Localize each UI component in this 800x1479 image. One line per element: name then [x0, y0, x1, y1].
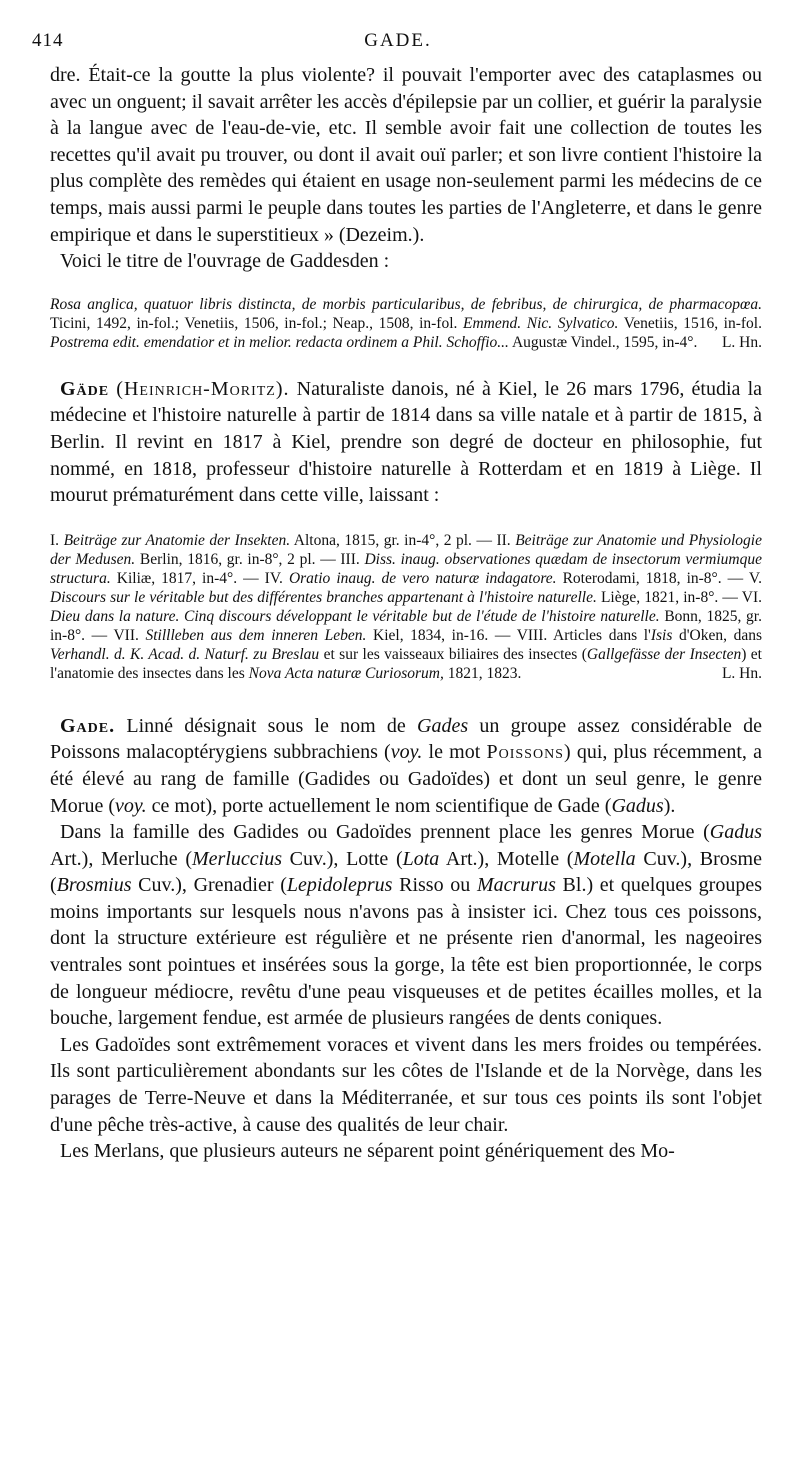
entry-gade-heinrich-moritz: [50, 376, 762, 509]
paragraph-intro: dre. Était-ce la goutte la plus violente? il pouvait l'emporter avec des cataplasmes ou avec un onguent; il savait arrêter les accès d'épilepsie par un collier, et guérir la paralysie à la langue avec de l'eau-de-vie, etc. Il semble avoir fait une collection de toutes les recettes qu'il avait pu trouver, ou dont il avait ouï parler; et son livre contient l'histoire la plus complète des remèdes qui étaient en usage non-seulement parmi les médecins de ce temps, mais aussi parmi le peuple dans toutes les parties de l'Angleterre, et dans le genre empirique et dans le superstitieux » (Dezeim.).: [50, 64, 762, 246]
page-number: 414: [32, 30, 64, 51]
author-signature: L. Hn.: [721, 664, 762, 682]
entry-gade-fish: Gade. Linné désignait sous le nom de Gades un groupe assez considérable de Poissons malacoptérygiens subbrachiens (voy. le mot Poissons) qui, plus récemment, a été élevé au rang de famille (Gadides ou Gadoïdes) et dont un seul genre, le genre Morue (voy. ce mot), porte actuellement le nom scientifique de Gade (Gadus).: [50, 714, 762, 817]
entry-headword: Gade.: [60, 714, 116, 737]
paragraph-voici: Voici le titre de l'ouvrage de Gaddesden :: [60, 250, 390, 273]
page-header: [32, 30, 764, 56]
page-body: [50, 62, 762, 1165]
paragraph-gadides-genera: Dans la famille des Gadides ou Gadoïdes prennent place les genres Morue (Gadus Art.), Merluche (Merluccius Cuv.), Lotte (Lota Art.), Motelle (Motella Cuv.), Brosme (Brosmius Cuv.), Grenadier (Lepidoleprus Risso ou Macrurus Bl.) et quelques groupes moins importants sur lesquels nous n'avons pas à insister ici. Chez tous ces poissons, dont la structure extérieure est régulière et ne présente rien d'anormal, les nageoires ventrales sont pointues et insérées sous la gorge, la tête est bien proportionnée, le corps de longueur médiocre, revêtu d'une peau visqueuses et de petites écailles molles, et la bouche, largement fendue, est armée de plusieurs rangées de dents coniques.: [50, 821, 763, 1030]
entry-text: Naturaliste danois, né à Kiel, le 26 mars 1796, étudia la médecine et l'histoire naturelle à partir de 1814 dans sa ville natale et à partir de 1815, à Berlin. Il revint en 1817 à Kiel, prendre son degré de docteur en philosophie, fut nommé, en 1818, professeur d'histoire naturelle à Rotterdam et en 1819 à Liège. Il mourut prématurément dans cette ville, laissant :: [50, 377, 763, 507]
paragraph-merlans: Les Merlans, que plusieurs auteurs ne séparent point génériquement des Mo-: [60, 1140, 675, 1163]
bibliography-gade-works: I. Beiträge zur Anatomie der Insekten. Altona, 1815, gr. in-4°, 2 pl. — II. Beiträge zur Anatomie und Physiologie der Medusen. Berlin, 1816, gr. in-8°, 2 pl. — III. Diss. inaug. observationes quædam de insectorum vermiumque structura. Kiliæ, 1817, in-4°. — IV. Oratio inaug. de vero naturæ indagatore. Roterodami, 1818, in-8°. — V. Discours sur le véritable but des différentes branches appartenant à l'histoire naturelle. Liège, 1821, in-8°. — VI. Dieu dans la nature. Cinq discours développant le véritable but de l'étude de l'histoire naturelle. Bonn, 1825, gr. in-8°. — VII. Stillleben aus dem inneren Leben. Kiel, 1834, in-16. — VIII. Articles dans l'Isis d'Oken, dans Verhandl. d. K. Acad. d. Naturf. zu Breslau et sur les vaisseaux biliaires des insectes (Gallgefässe der Insecten) et l'anatomie des insectes dans les Nova Acta naturæ Curiosorum, 1821, 1823. L. Hn.: [50, 531, 763, 682]
bibliography-rosa-anglica: Rosa anglica, quatuor libris distincta, de morbis particularibus, de febribus, de chirurgica, de pharmacopœa. Ticini, 1492, in-fol.; Venetiis, 1506, in-fol.; Neap., 1508, in-fol. Emmend. Nic. Sylvatico. Venetiis, 1516, in-fol. Postrema edit. emendatior et in melior. redacta ordinem a Phil. Schoffio... Augustæ Vindel., 1595, in-4°. L. Hn.: [50, 295, 762, 351]
biblio-title: Rosa anglica, quatuor libris distincta, de morbis particularibus, de febribus, de chirurgica, de pharmacopœa.: [50, 295, 762, 313]
running-head: GADE.: [364, 30, 432, 51]
entry-forenames: (Heinrich-Moritz).: [116, 377, 290, 400]
entry-headword: Gäde: [60, 377, 110, 400]
paragraph-gadoides-habitat: Les Gadoïdes sont extrêmement voraces et vivent dans les mers froides ou tempérées. Ils sont particulièrement abondants sur les côtes de l'Islande et de la Norvège, dans les parages de Terre-Neuve et dans la Méditerranée, et sur tous ces points ils sont l'objet d'une pêche très-active, à cause des qualités de leur chair.: [50, 1033, 762, 1136]
author-signature: L. Hn.: [721, 333, 762, 351]
